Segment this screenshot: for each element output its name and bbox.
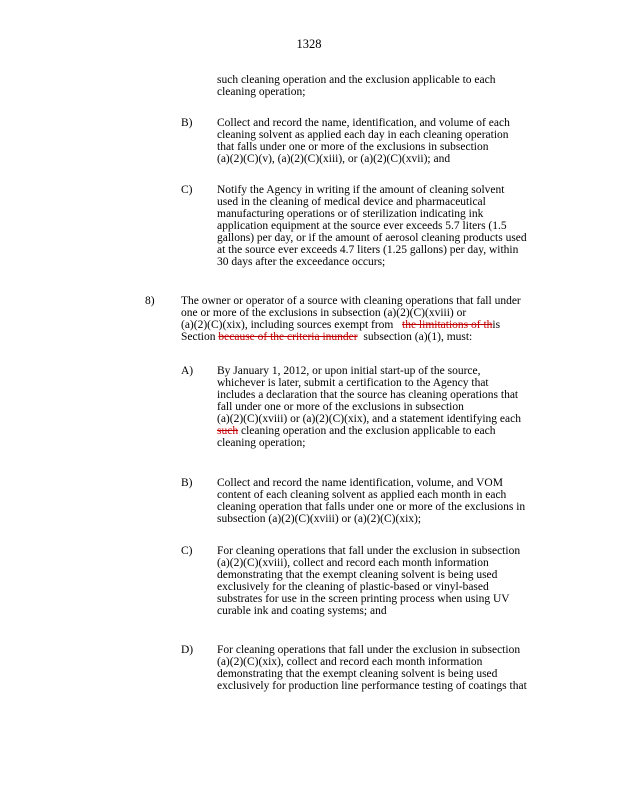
text-line: (a)(2)(C)(xix), collect and record each month information — [217, 656, 483, 668]
text-line: application equipment at the source ever exceeds 5.7 liters (1.5 — [217, 220, 507, 232]
text-line: whichever is later, submit a certification to the Agency that — [217, 377, 489, 389]
text-line-with-deletion — [181, 319, 500, 331]
text-line: such cleaning operation and the exclusion applicable to each — [217, 74, 496, 86]
text-span: cleaning operation and the exclusion applicable to each — [240, 425, 496, 437]
text-line: Collect and record the name, identification, and volume of each — [217, 117, 510, 129]
page-number: 1328 — [296, 37, 322, 51]
text-line: one or more of the exclusions in subsection (a)(2)(C)(xviii) or — [181, 307, 467, 319]
text-line: (a)(2)(C)(xviii), collect and record each month information — [217, 557, 489, 569]
text-line: By January 1, 2012, or upon initial start-up of the source, — [217, 365, 481, 377]
item-label: B) — [181, 477, 193, 489]
text-line-with-deletion — [217, 425, 495, 437]
item-label: B) — [181, 117, 193, 129]
text-line: manufacturing operations or of sterilization indicating ink — [217, 208, 484, 220]
item-label: C) — [181, 184, 193, 196]
text-line: cleaning operation; — [217, 86, 306, 98]
deleted-text: the limitations of th — [402, 319, 493, 331]
text-line: substrates for use in the screen printing process when using UV — [217, 593, 510, 605]
text-line: 30 days after the exceedance occurs; — [217, 256, 386, 268]
text-line: curable ink and coating systems; and — [217, 605, 387, 617]
text-line: cleaning operation; — [217, 437, 306, 449]
text-line: Collect and record the name identification, volume, and VOM — [217, 477, 503, 489]
deleted-text: such — [217, 425, 239, 437]
text-line: cleaning operation that falls under one or more of the exclusions in — [217, 501, 526, 513]
text-span: (a)(2)(C)(xix), including sources exempt from — [181, 319, 394, 331]
text-span: is — [492, 319, 501, 331]
text-line: that falls under one or more of the exclusions in subsection — [217, 141, 489, 153]
text-line: includes a declaration that the source has cleaning operations that — [217, 389, 519, 401]
text-line: demonstrating that the exempt cleaning solvent is being used — [217, 668, 498, 680]
text-span: Section — [181, 331, 216, 343]
text-line: at the source ever exceeds 4.7 liters (1.25 gallons) per day, within — [217, 244, 519, 256]
text-line: The owner or operator of a source with cleaning operations that fall under — [181, 295, 521, 307]
deleted-text: because of the criteria inunder — [218, 331, 358, 343]
text-line: For cleaning operations that fall under the exclusion in subsection — [217, 644, 521, 656]
text-line: For cleaning operations that fall under the exclusion in subsection — [217, 545, 521, 557]
text-line: fall under one or more of the exclusions in subsection — [217, 401, 464, 413]
text-line: content of each cleaning solvent as applied each month in each — [217, 489, 507, 501]
item-label: C) — [181, 545, 193, 557]
text-line: Notify the Agency in writing if the amount of cleaning solvent — [217, 184, 505, 196]
item-label: 8) — [145, 295, 155, 307]
text-line: gallons) per day, or if the amount of aerosol cleaning products used — [217, 232, 527, 244]
text-line: (a)(2)(C)(v), (a)(2)(C)(xiii), or (a)(2)(C)(xvii); and — [217, 153, 451, 165]
item-label: A) — [181, 365, 194, 377]
text-line: subsection (a)(2)(C)(xviii) or (a)(2)(C)(xix); — [217, 513, 422, 525]
text-line: exclusively for production line performance testing of coatings that — [217, 680, 527, 692]
text-line-with-deletion — [181, 331, 472, 343]
text-line: cleaning solvent as applied each day in each cleaning operation — [217, 129, 509, 141]
text-line: demonstrating that the exempt cleaning solvent is being used — [217, 569, 498, 581]
text-line: exclusively for the cleaning of plastic-based or vinyl-based — [217, 581, 489, 593]
text-line: (a)(2)(C)(xviii) or (a)(2)(C)(xix), and a statement identifying each — [217, 413, 521, 425]
text-line: used in the cleaning of medical device and pharmaceutical — [217, 196, 486, 208]
text-span: subsection (a)(1), must: — [363, 331, 473, 343]
item-label: D) — [181, 644, 194, 656]
